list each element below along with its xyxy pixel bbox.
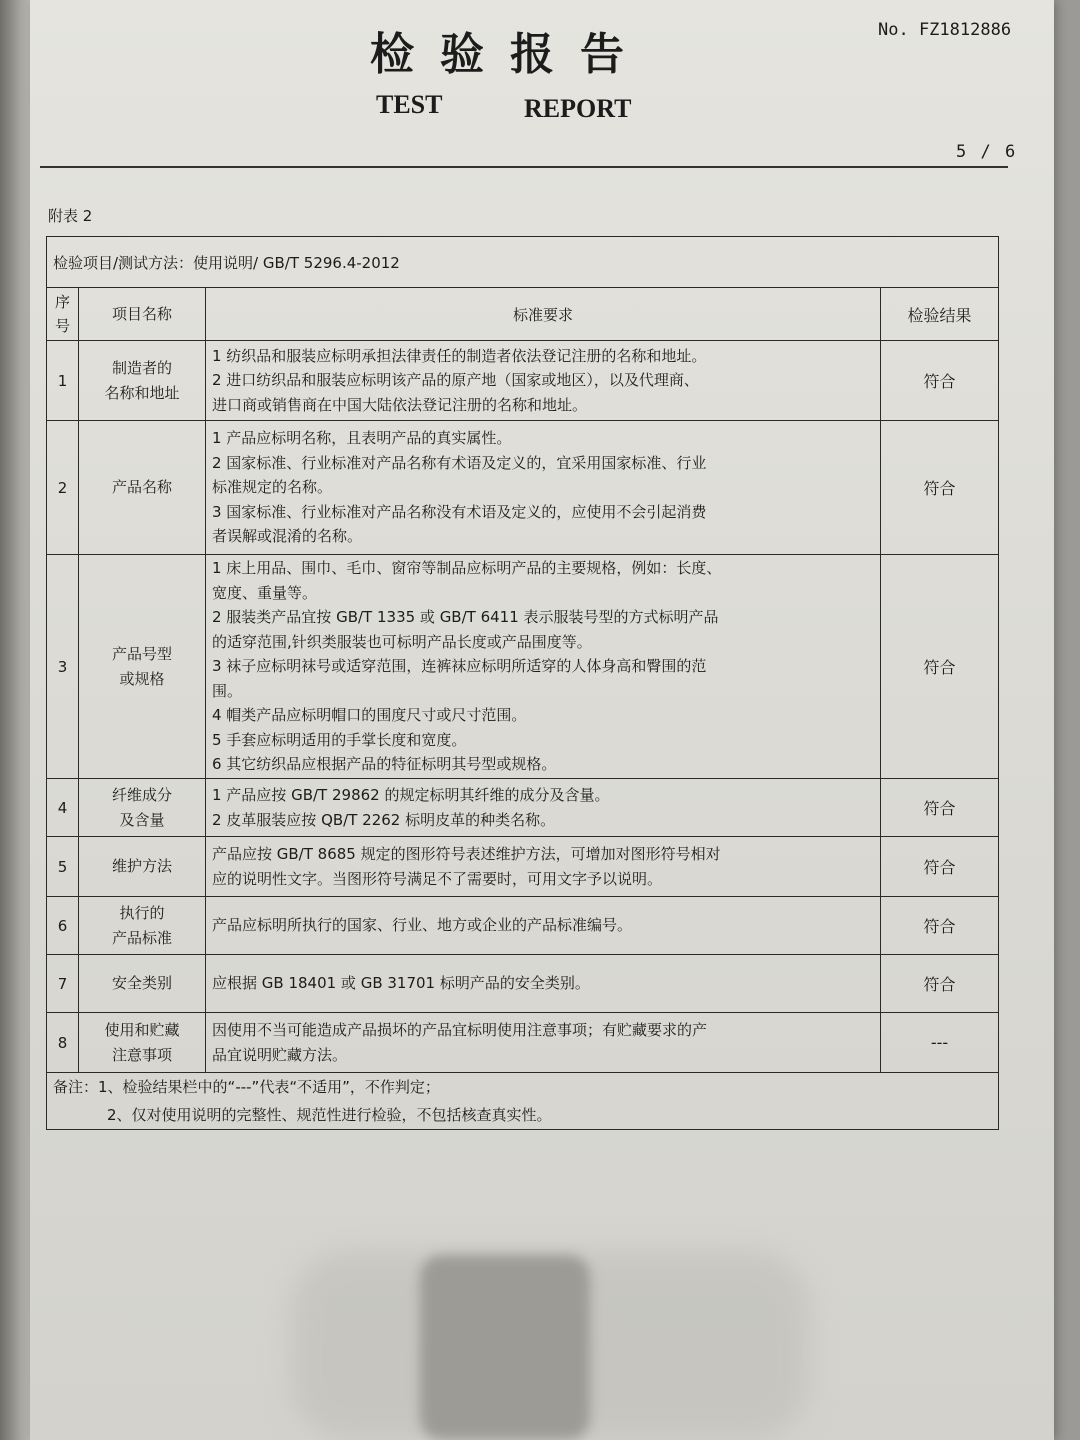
requirement-cell xyxy=(206,897,881,955)
result-cell: 符合 xyxy=(881,555,999,779)
requirement-cell xyxy=(206,1013,881,1073)
item-name xyxy=(79,341,206,421)
report-title-en-report: REPORT xyxy=(524,94,632,123)
requirement-line: 4 帽类产品应标明帽口的围度尺寸或尺寸范围。 xyxy=(212,706,527,725)
row-number: 5 xyxy=(47,837,79,897)
result-cell: 符合 xyxy=(881,341,999,421)
requirement-line: 因使用不当可能造成产品损坏的产品宜标明使用注意事项；有贮藏要求的产 xyxy=(212,1021,708,1039)
row-number: 3 xyxy=(47,555,79,779)
item-name-line: 使用和贮藏 xyxy=(104,1020,180,1039)
requirement-line: 标准规定的名称。 xyxy=(212,478,333,497)
table-row xyxy=(47,341,999,421)
test-method: 检验项目/测试方法：使用说明/ GB/T 5296.4-2012 xyxy=(47,237,999,288)
item-name-line: 安全类别 xyxy=(111,974,172,992)
table-row xyxy=(47,1013,999,1073)
requirement-line: 2 国家标准、行业标准对产品名称有术语及定义的，宜采用国家标准、行业 xyxy=(212,453,707,472)
appendix-label: 附表 2 xyxy=(48,207,93,225)
table-row xyxy=(47,555,999,779)
requirement-cell xyxy=(206,779,881,837)
header-divider xyxy=(40,166,1008,168)
row-number: 1 xyxy=(47,341,79,421)
table-row xyxy=(47,955,999,1013)
item-name-line: 名称和地址 xyxy=(104,383,180,402)
header-requirement: 标准要求 xyxy=(206,288,881,341)
result-cell: 符合 xyxy=(881,779,999,837)
item-name-line: 维护方法 xyxy=(111,857,172,875)
report-title-en-test: TEST xyxy=(376,90,443,119)
header-no: 序号 xyxy=(47,288,79,341)
requirement-line: 5 手套应标明适用的手掌长度和宽度。 xyxy=(212,730,467,749)
item-name xyxy=(79,955,206,1013)
report-number: No. FZ1812886 xyxy=(878,20,1012,40)
page-number: 5 / 6 xyxy=(956,142,1018,162)
item-name-line: 产品号型 xyxy=(111,644,172,663)
requirement-line: 者误解或混淆的名称。 xyxy=(212,527,363,546)
requirement-cell xyxy=(206,837,881,897)
item-name-line: 纤维成分 xyxy=(111,785,172,804)
requirement-line: 应根据 GB 18401 或 GB 31701 标明产品的安全类别。 xyxy=(212,974,590,993)
requirement-line: 围。 xyxy=(212,681,243,700)
requirement-line: 的适穿范围,针织类服装也可标明产品长度或产品围度等。 xyxy=(212,632,592,651)
requirement-line: 品宜说明贮藏方法。 xyxy=(212,1045,348,1064)
inspection-table xyxy=(46,236,999,1130)
header-name: 项目名称 xyxy=(79,288,206,341)
item-name-line: 或规格 xyxy=(119,669,165,688)
requirement-line: 2 进口纺织品和服装应标明该产品的原产地（国家或地区），以及代理商、 xyxy=(212,371,699,390)
requirement-cell xyxy=(206,341,881,421)
notes xyxy=(47,1073,999,1130)
result-cell: 符合 xyxy=(881,421,999,555)
requirement-line: 产品应按 GB/T 8685 规定的图形符号表述维护方法，可增加对图形符号相对 xyxy=(212,845,721,863)
item-name xyxy=(79,837,206,897)
requirement-line: 应的说明性文字。当图形符号满足不了需要时，可用文字予以说明。 xyxy=(212,869,663,888)
item-name xyxy=(79,421,206,555)
requirement-cell xyxy=(206,421,881,555)
table-row xyxy=(47,897,999,955)
item-name xyxy=(79,555,206,779)
table-row xyxy=(47,779,999,837)
report-title-cn: 检验报告 xyxy=(370,29,650,80)
item-name xyxy=(79,897,206,955)
item-name-line: 及含量 xyxy=(119,810,165,829)
requirement-cell xyxy=(206,555,881,779)
item-name-line: 制造者的 xyxy=(111,358,172,377)
requirement-line: 1 床上用品、围巾、毛巾、窗帘等制品应标明产品的主要规格，例如：长度、 xyxy=(212,559,722,578)
requirement-line: 宽度、重量等。 xyxy=(212,583,318,602)
note-line: 备注：1、检验结果栏中的“---”代表“不适用”，不作判定； xyxy=(53,1078,440,1096)
item-name xyxy=(79,1013,206,1073)
item-name xyxy=(79,779,206,837)
item-name-line: 执行的 xyxy=(119,903,165,922)
requirement-cell xyxy=(206,955,881,1013)
requirement-line: 1 产品应按 GB/T 29862 的规定标明其纤维的成分及含量。 xyxy=(212,786,610,804)
requirement-line: 3 袜子应标明袜号或适穿范围，连裤袜应标明所适穿的人体身高和臀围的范 xyxy=(212,657,707,676)
note-line: 2、仅对使用说明的完整性、规范性进行检验，不包括核查真实性。 xyxy=(107,1106,552,1124)
requirement-line: 6 其它纺织品应根据产品的特征标明其号型或规格。 xyxy=(212,755,557,774)
table-row xyxy=(47,421,999,555)
item-name-line: 产品标准 xyxy=(111,928,172,947)
row-number: 6 xyxy=(47,897,79,955)
table-row xyxy=(47,837,999,897)
requirement-line: 2 服装类产品宜按 GB/T 1335 或 GB/T 6411 表示服装号型的方式标明产品 xyxy=(212,608,719,627)
requirement-line: 2 皮革服装应按 QB/T 2262 标明皮革的种类名称。 xyxy=(212,810,556,829)
requirement-line: 产品应标明所执行的国家、行业、地方或企业的产品标准编号。 xyxy=(212,916,633,935)
requirement-line: 1 纺织品和服装应标明承担法律责任的制造者依法登记注册的名称和地址。 xyxy=(212,346,707,365)
result-cell: --- xyxy=(881,1013,999,1073)
item-name-line: 产品名称 xyxy=(111,478,172,496)
result-cell: 符合 xyxy=(881,897,999,955)
result-cell: 符合 xyxy=(881,837,999,897)
phone-shadow xyxy=(420,1255,590,1440)
item-name-line: 注意事项 xyxy=(111,1045,172,1064)
row-number: 2 xyxy=(47,421,79,555)
header-result: 检验结果 xyxy=(881,288,999,341)
requirement-line: 进口商或销售商在中国大陆依法登记注册的名称和地址。 xyxy=(212,395,588,414)
requirement-line: 3 国家标准、行业标准对产品名称没有术语及定义的，应使用不会引起消费 xyxy=(212,502,707,521)
table-header-row xyxy=(47,288,999,341)
row-number: 8 xyxy=(47,1013,79,1073)
requirement-line: 1 产品应标明名称，且表明产品的真实属性。 xyxy=(212,429,512,448)
result-cell: 符合 xyxy=(881,955,999,1013)
row-number: 4 xyxy=(47,779,79,837)
row-number: 7 xyxy=(47,955,79,1013)
notes-row xyxy=(47,1073,999,1130)
